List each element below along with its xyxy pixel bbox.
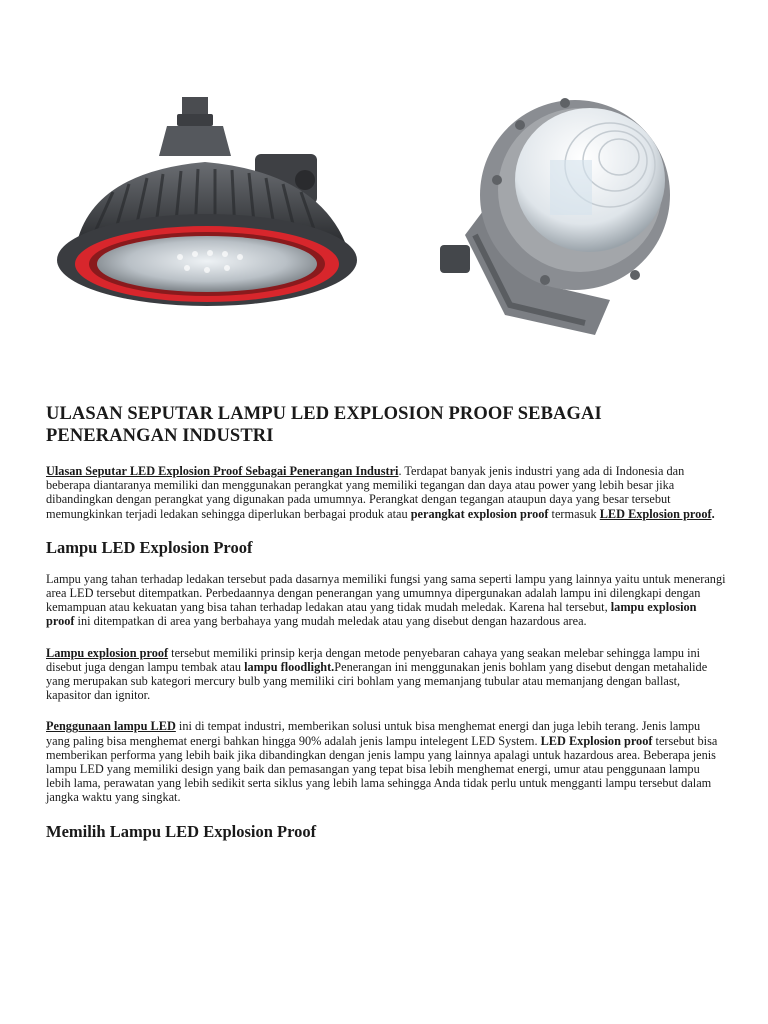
s1p1-text-1: Lampu yang tahan terhadap ledakan tersebut pada dasarnya memiliki fungsi yang sama seperti lampu yang lainnya yaitu untuk menerangi area LED tersebut ditempatkan. Perbedaannya dengan penerangan yang umumnya dipergunakan adalah lampu ini dilengkapi dengan kemampuan atau kekuatan yang bisa tahan terhadap ledakan atau yang tidak mudah meledak. Karena hal tersebut, [46,571,726,615]
s1p2-text-1: tersebut memiliki prinsip kerja dengan metode penyebaran cahaya yang seakan melebar sehingga lampu ini disebut juga dengan lampu tembak atau [46,645,701,674]
product-images [0,0,768,360]
article-title: ULASAN SEPUTAR LAMPU LED EXPLOSION PROOF SEBAGAI PENERANGAN INDUSTRI [46,404,602,446]
s1p1-text-2: ini ditempatkan di area yang berbahaya yang mudah meledak atau yang disebut dengan hazardous area. [74,614,587,629]
intro-link-led-explosion-proof[interactable]: LED Explosion proof [599,506,712,521]
article [46,403,726,856]
s1p2-bold-1: lampu floodlight. [244,659,335,674]
s1p3-bold-1: LED Explosion proof [540,733,653,748]
intro-text-3: . [711,506,715,521]
led-dome-lamp-image [435,85,680,340]
section1-paragraph-3 [46,719,726,804]
section1-heading: Lampu LED Explosion Proof [46,537,253,557]
intro-bold-1: perangkat explosion proof [410,506,549,521]
s1p1-bold-1: lampu explosion proof [46,600,697,629]
section1-paragraph-2 [46,646,726,703]
s1p3-link-penggunaan-lampu-led[interactable]: Penggunaan lampu LED [46,719,176,734]
s1p3-text-1: ini di tempat industri, memberikan solusi untuk bisa menghemat energi dan juga lebih terang. Jenis lampu yang paling bisa menghemat energi bahkan hingga 90% adalah jenis lampu intelegent LED System. [46,719,701,748]
s1p2-text-2: Penerangan ini menggunakan jenis bohlam yang disebut dengan metahalide yang merupakan sub kategori mercury bulb yang memiliki ciri bohlam yang memanjang tubular atau memanjang dengan ballast, kapasitor dan ignitor. [46,659,708,703]
intro-text-1: . Terdapat banyak jenis industri yang ada di Indonesia dan beberapa diantaranya memiliki dan menggunakan perangkat yang memiliki tegangan dan daya atau power yang lebih besar jika dibandingkan dengan perangkat yang digunakan pada umumnya. Perangkat dengan tegangan ataupun daya yang besar tersebut memungkinkan terjadi ledakan sehingga diperlukan berbagai produk atau [46,464,685,521]
intro-text-2: termasuk [548,506,600,521]
led-highbay-lamp-image [55,92,360,317]
s1p3-text-2: tersebut bisa memberikan performa yang lebih baik jika dibandingkan dengan jenis lampu yang lainnya apalagi untuk hazardous area. Beberapa jenis lampu LED yang memiliki design yang baik dan pemasangan yang tepat bisa lebih menghemat energi, umur atau penggunaan lampu lebih lama, perawatan yang lebih sedikit serta siklus yang lebih lama sehingga Anda tidak perlu untuk mengganti lampu tersebut dalam jangka waktu yang singkat. [46,733,718,805]
s1p2-link-lampu-explosion-proof[interactable]: Lampu explosion proof [46,645,169,660]
intro-paragraph [46,464,726,521]
section1-paragraph-1 [46,572,726,629]
section2-heading: Memilih Lampu LED Explosion Proof [46,821,317,841]
intro-link-article[interactable]: Ulasan Seputar LED Explosion Proof Sebagai Penerangan Industri [46,464,399,478]
